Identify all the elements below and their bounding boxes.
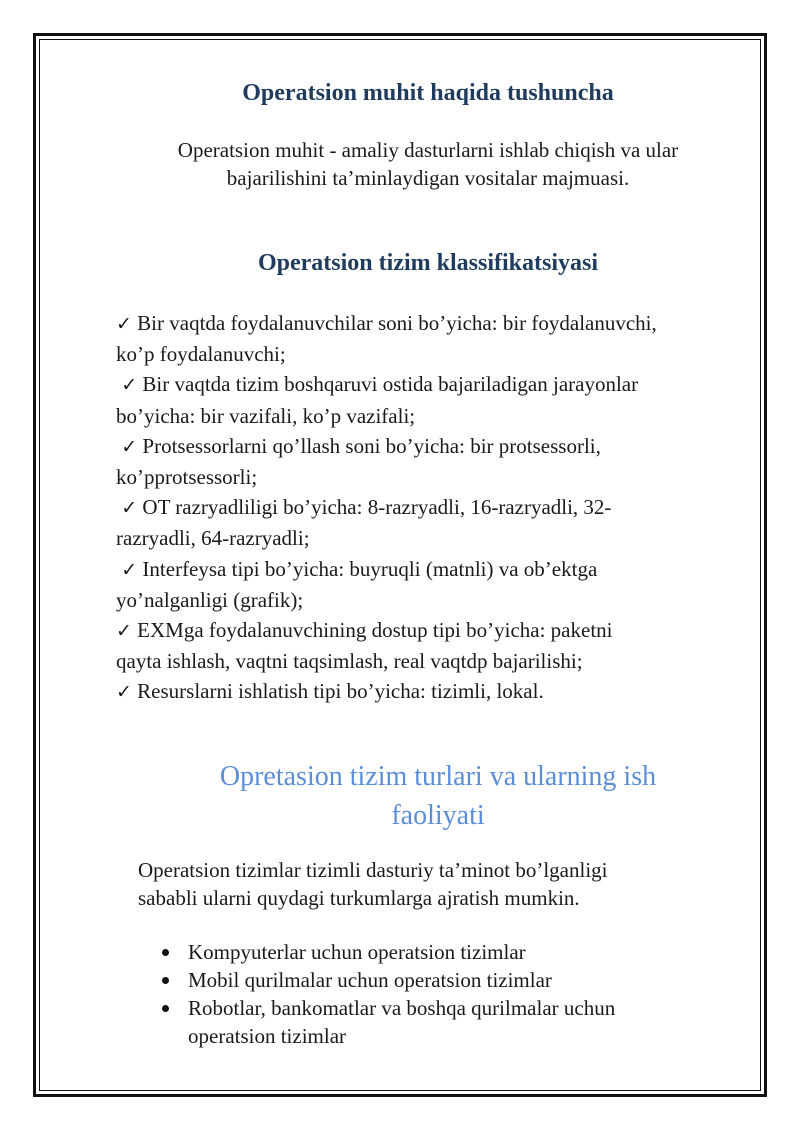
criteria-text: yo’nalganligi (grafik); [116, 587, 304, 612]
os-type-text: Mobil qurilmalar uchun operatsion tizimlar [188, 968, 552, 992]
criteria-line [116, 308, 756, 339]
checkmark-icon: ✓ [116, 681, 132, 704]
checkmark-icon: ✓ [116, 620, 132, 643]
os-type-item [160, 994, 720, 1050]
checkmark-icon: ✓ [121, 558, 138, 581]
heading-os-types-line-2: faoliyati [391, 800, 485, 831]
criteria-text: Resurslarni ishlatish tipi bo’yicha: tizimli, lokal. [137, 679, 544, 704]
checkmark-icon: ✓ [121, 435, 138, 458]
heading-os-classification: Operatsion tizim klassifikatsiyasi [257, 250, 599, 276]
heading-os-types-line-1: Opretasion tizim turlari va ularning ish [219, 761, 657, 792]
checkmark-icon: ✓ [121, 374, 138, 397]
operating-environment-definition [120, 136, 736, 192]
classification-criteria-list [116, 308, 756, 708]
definition-line-1: Operatsion muhit - amaliy dasturlarni ishlab chiqish va ular [177, 138, 679, 162]
criteria-text: EXMga foydalanuvchining dostup tipi bo’yicha: paketni [137, 618, 613, 643]
criteria-line [116, 554, 756, 585]
criteria-text: bo’yicha: bir vazifali, ko’p vazifali; [116, 403, 416, 428]
criteria-line [116, 615, 756, 646]
criteria-text: Protsessorlarni qo’llash soni bo’yicha: bir protsessorli, [142, 433, 601, 458]
criteria-line [116, 431, 756, 462]
criteria-line [116, 339, 756, 369]
criteria-text: Interfeysa tipi bo’yicha: buyruqli (matnli) va ob’ektga [142, 556, 598, 581]
os-type-text: Kompyuterlar uchun operatsion tizimlar [188, 940, 526, 964]
checkmark-icon: ✓ [116, 313, 132, 335]
criteria-line [116, 676, 756, 707]
definition-line-2: bajarilishini ta’minlaydigan vositalar majmuasi. [226, 166, 630, 190]
os-type-item [160, 938, 720, 966]
criteria-text: Bir vaqtda tizim boshqaruvi ostida bajariladigan jarayonlar [142, 372, 639, 397]
os-type-item [160, 966, 720, 994]
os-types-list [160, 938, 720, 1050]
os-types-intro-line-2: sababli ularni quydagi turkumlarga ajratish mumkin. [138, 886, 580, 910]
criteria-line [116, 585, 756, 615]
criteria-line [116, 369, 756, 400]
criteria-line [116, 646, 756, 676]
os-type-text: operatsion tizimlar [188, 1024, 347, 1048]
bullet-icon [162, 1005, 169, 1012]
criteria-text: qayta ishlash, vaqtni taqsimlash, real vaqtdp bajarilishi; [116, 649, 583, 674]
criteria-line [116, 492, 756, 523]
checkmark-icon: ✓ [121, 497, 138, 520]
bullet-icon [162, 977, 169, 984]
os-types-intro [138, 856, 738, 912]
criteria-line [116, 462, 756, 492]
os-types-intro-line-1: Operatsion tizimlar tizimli dasturiy ta’minot bo’lganligi [138, 858, 608, 882]
criteria-text: razryadli, 64-razryadli; [116, 526, 310, 551]
heading-operating-environment: Operatsion muhit haqida tushuncha [242, 80, 614, 106]
criteria-line [116, 401, 756, 431]
criteria-line [116, 523, 756, 553]
criteria-text: ko’p foydalanuvchi; [116, 342, 286, 367]
criteria-text: ko’pprotsessorli; [116, 465, 258, 490]
criteria-text: Bir vaqtda foydalanuvchilar soni bo’yicha: bir foydalanuvchi, [137, 311, 657, 335]
bullet-icon [162, 949, 169, 956]
os-type-text: Robotlar, bankomatlar va boshqa qurilmalar uchun [188, 996, 616, 1020]
criteria-text: OT razryadliligi bo’yicha: 8-razryadli, 16-razryadli, 32- [142, 495, 612, 520]
heading-os-types [160, 757, 716, 835]
